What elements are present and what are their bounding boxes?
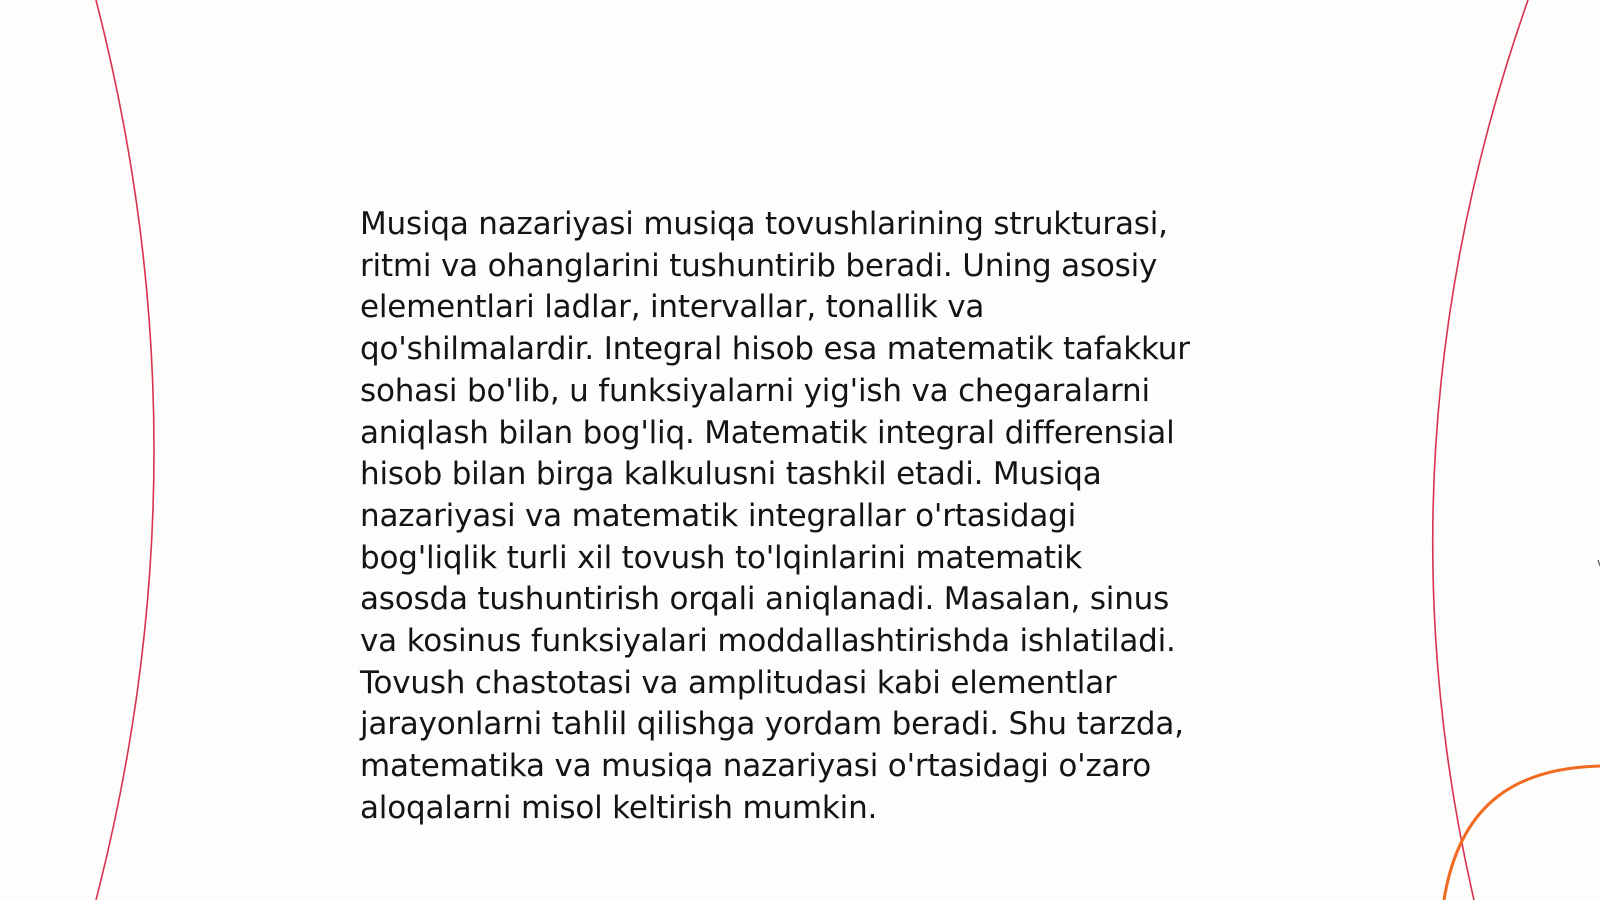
paragraph-line: Tovush chastotasi va amplitudasi kabi elementlar: [360, 664, 1117, 701]
right-arc-line: [1433, 0, 1528, 900]
paragraph-line: elementlari ladlar, intervallar, tonallik va: [360, 289, 985, 326]
paragraph-line: aloqalarni misol keltirish mumkin.: [360, 789, 878, 826]
paragraph-line: nazariyasi va matematik integrallar o'rtasidagi: [360, 497, 1077, 534]
paragraph-line: matematika va musiqa nazariyasi o'rtasidagi o'zaro: [360, 748, 1151, 785]
paragraph-line: asosda tushuntirish orqali aniqlanadi. Masalan, sinus: [360, 581, 1170, 618]
paragraph-line: bog'liqlik turli xil tovush to'lqinlarini matematik: [360, 539, 1083, 576]
left-arc-line: [96, 0, 154, 900]
orange-circle-arc: [1444, 766, 1600, 900]
paragraph-line: Musiqa nazariyasi musiqa tovushlarining strukturasi,: [360, 206, 1168, 242]
body-paragraph: [360, 204, 1250, 830]
paragraph-line: jarayonlarni tahlil qilishga yordam beradi. Shu tarzda,: [360, 706, 1184, 743]
paragraph-line: va kosinus funksiyalari moddallashtirishda ishlatiladi.: [360, 623, 1176, 660]
paragraph-line: qo'shilmalardir. Integral hisob esa matematik tafakkur: [360, 331, 1190, 368]
paragraph-line: sohasi bo'lib, u funksiyalarni yig'ish va chegaralarni: [360, 372, 1150, 409]
paragraph-line: hisob bilan birga kalkulusni tashkil etadi. Musiqa: [360, 456, 1102, 493]
paragraph-line: aniqlash bilan bog'liq. Matematik integral differensial: [360, 414, 1175, 451]
paragraph-line: ritmi va ohanglarini tushuntirib beradi. Uning asosiy: [360, 247, 1158, 284]
